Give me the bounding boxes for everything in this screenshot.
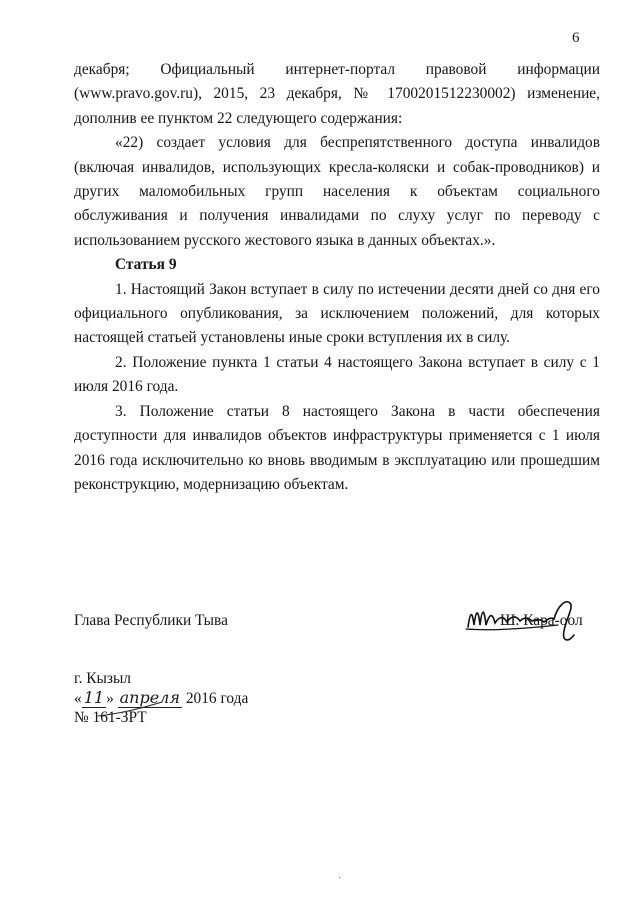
city: г. Кызыл: [74, 670, 131, 687]
article-paragraph-3: 3. Положение статьи 8 настоящего Закона в части обеспечения доступности для инвалидов объектов инфраструктуры применяется с 1 июля 2016 года исключительно ко вновь вводимым в эксплуатацию или прошедшим реконструкцию, модернизацию объектам.: [74, 402, 600, 493]
date-year: 2016 года: [185, 690, 249, 707]
handwritten-stroke-icon: [96, 698, 166, 720]
signature-block: [74, 607, 600, 647]
date-month: апреля: [119, 688, 180, 707]
document-body: [74, 58, 600, 497]
signer-name: Ш. Кара-оол: [500, 612, 583, 629]
article-heading: Статья 9: [115, 256, 177, 274]
law-number-wrapper: [74, 708, 147, 727]
article-paragraph-1: 1. Настоящий Закон вступает в силу по истечении десяти дней со дня его официального опубликования, за исключением положений, для которых настоящей статьей установлены иные сроки вступления их в силу.: [74, 280, 600, 347]
page-number: 6: [572, 30, 580, 46]
amendment-quote: «22) создает условия для беспрепятственного доступа инвалидов (включая инвалидов, использующих кресла-коляски и собак-проводников) и других маломобильных групп населения к объектам социального обслуживания и получения инвалидами по слуху услуг по переводу с использованием русского жестового языка в данных объектах.».: [74, 134, 600, 249]
scan-mark: ·: [338, 873, 342, 884]
signer-title: Глава Республики Тыва: [74, 612, 228, 629]
date-quote-close: »: [106, 690, 114, 707]
date-quote-open: «: [74, 690, 82, 707]
date-day: 11: [83, 688, 105, 707]
amendment-continuation: декабря; Официальный интернет-портал правовой информации (www.pravo.gov.ru), 2015, 23 декабря, № 1700201512230002) изменение, дополнив ее пунктом 22 следующего содержания:: [74, 61, 600, 127]
article-paragraph-2: 2. Положение пункта 1 статьи 4 настоящего Закона вступает в силу с 1 июля 2016 года.: [74, 353, 600, 396]
law-number: № 161-ЗРТ: [74, 709, 147, 726]
document-footer: [74, 669, 248, 727]
